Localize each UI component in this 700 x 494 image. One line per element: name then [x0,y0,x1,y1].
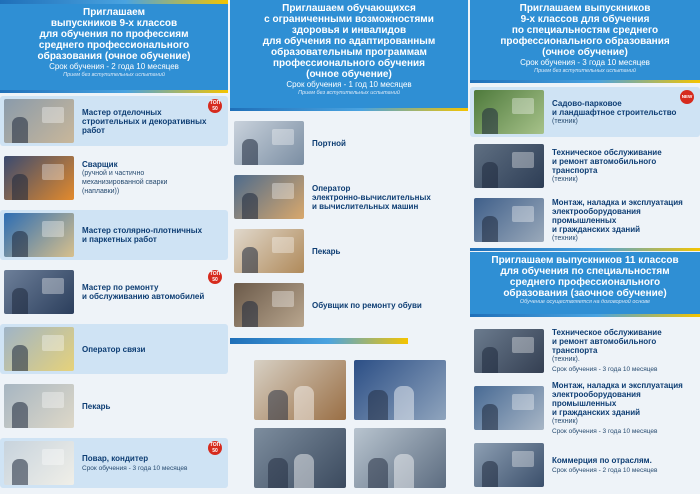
study-term: Срок обучения - 2 года 10 месяцев [552,466,658,474]
list-item [470,141,700,191]
photo-tailor [234,121,304,165]
banner-note: Прием без вступительных испытаний [298,90,400,96]
list-item [230,226,468,276]
photo-baker [4,384,74,428]
photo-shoemaker [234,283,304,327]
banner-9-grade-specialties [470,0,700,80]
banner-title: Приглашаем выпускников 11 классов для обучения по специальностям среднего профессионального образования (заочное обучение) [491,255,679,299]
profession-name: Мастер по ремонту и обслуживанию автомобилей [82,283,205,301]
study-term: Срок обучения - 3 года 10 месяцев [552,427,658,435]
photo-auto-service [474,329,544,373]
decorative-stripe [230,108,468,111]
decorative-stripe [470,80,700,83]
list-item [470,195,700,245]
banner-adapted-programs [230,0,468,108]
list-item [470,380,700,435]
decorative-stripe [470,314,700,317]
photo-sewing-class [354,428,446,488]
photo-bakery-students [254,360,346,420]
top50-badge: ТОП 50 [209,100,221,112]
photo-auto-repair [4,270,74,314]
profession-name: Повар, кондитер [82,453,149,463]
banner-note: Прием без вступительных испытаний [534,68,636,74]
list-item [470,87,700,137]
photo-baker [234,229,304,273]
qualification: (техник). [552,356,580,363]
decorative-stripe [230,338,408,344]
photo-cook [4,441,74,485]
profession-name: Пекарь [312,246,341,256]
profession-name: Оператор связи [82,344,146,354]
profession-name: Портной [312,138,346,148]
photo-computer-class [354,360,446,420]
study-term: Срок обучения - 3 года 10 месяцев [552,366,658,373]
qualification: (техник) [552,417,578,425]
photo-electrical [474,386,544,430]
banner-term: Срок обучения - 1 год 10 месяцев [286,80,412,89]
column-adapted-programs [230,0,468,494]
list-item [230,172,468,222]
photo-finishing-works [4,99,74,143]
profession-name: Мастер столярно-плотничных и паркетных работ [82,226,203,244]
banner-term: Срок обучения - 3 года 10 месяцев [520,58,650,67]
specialty-name: Техническое обслуживание и ремонт автомобильного транспорта [552,148,662,175]
study-term: Срок обучения - 3 года 10 месяцев [82,464,188,472]
profession-name: Мастер отделочных строительных и декоративных работ [82,107,207,135]
profession-name: Сварщик [82,160,118,169]
list-item [0,438,228,488]
photo-communications-operator [4,327,74,371]
photo-computer-operator [234,175,304,219]
top50-badge: ТОП 50 [209,271,221,283]
list-item [230,118,468,168]
specialty-name: Коммерция по отраслям. [552,455,652,465]
new-badge: NEW [680,90,694,104]
list-item [230,280,468,330]
profession-detail: (ручной и частично механизированной сварки (наплавки)) [82,170,168,195]
qualification: (техник) [552,176,578,183]
list-item [0,96,228,146]
profession-name: Пекарь [82,401,111,411]
qualification: (техник) [552,234,578,242]
banner-term: Срок обучения - 2 года 10 месяцев [49,62,179,71]
photo-commerce [474,443,544,487]
banner-11-grade-specialties [470,252,700,314]
list-item [0,381,228,431]
specialty-name: Техническое обслуживание и ремонт автомобильного транспорта [552,328,662,355]
list-item [0,267,228,317]
banner-note: Прием без вступительных испытаний [63,72,165,78]
top50-badge: ТОП 50 [209,442,221,454]
profession-name: Оператор электронно-вычислительных и вычислительных машин [312,183,431,211]
list-item [470,326,700,376]
decorative-stripe [0,90,228,93]
specialty-name: Садово-парковое и ландшафтное строительство [552,98,677,117]
qualification: (техник) [552,117,578,125]
decorative-stripe [470,248,700,251]
banner-title: Приглашаем обучающихся с ограниченными возможностями здоровья и инвалидов для обучения по адаптированным образовательным программам профессионального обучения (очное обучение) [262,3,436,80]
specialty-name: Монтаж, наладка и эксплуатация электрооборудования промышленных и гражданских зданий [552,197,683,234]
photo-landscape [474,90,544,134]
photo-electrical [474,198,544,242]
photo-welder [4,156,74,200]
list-item [470,440,700,490]
specialty-name: Монтаж, наладка и эксплуатация электрооборудования промышленных и гражданских зданий [552,380,683,417]
banner-title: Приглашаем выпускников 9-х классов для обучения по профессиям среднего профессионального образования (очное обучение) [37,7,191,62]
banner-9-grade-professions [0,4,228,90]
list-item [0,210,228,260]
column-professions-9-grade [0,0,228,494]
list-item [0,324,228,374]
photo-auto-service [474,144,544,188]
banner-note: Обучение осуществляется на договорной основе [519,299,651,305]
banner-title: Приглашаем выпускников 9-х классов для обучения по специальностям среднего профессионального образования (очное обучение) [500,3,670,58]
profession-name: Обувщик по ремонту обуви [312,300,422,310]
list-item [0,153,228,203]
photo-workshop [254,428,346,488]
photo-carpentry [4,213,74,257]
column-specialties [470,0,700,494]
